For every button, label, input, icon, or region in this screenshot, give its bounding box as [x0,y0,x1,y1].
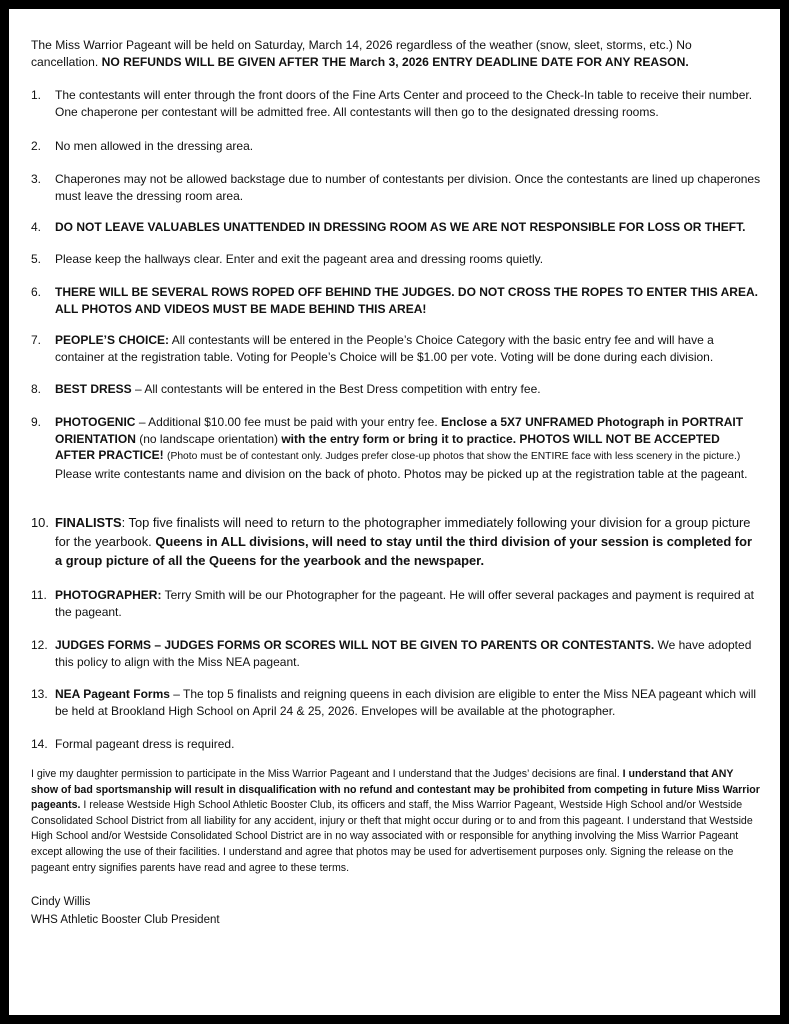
rule-number: 7. [31,333,42,347]
release-paragraph [31,767,761,876]
signature-name: Cindy Willis [31,896,91,908]
rule-item-8 [31,381,761,398]
rule-text: We have adopted this policy to align with the Miss NEA pageant. [55,638,752,669]
rule-bold: PHOTOGRAPHER: [55,588,162,602]
rule-text: Formal pageant dress is required. [55,737,235,751]
rule-number: 3. [31,172,42,186]
rule-number: 8. [31,382,42,396]
rule-bold: BEST DRESS [55,382,132,396]
release-text: I give my daughter permission to participate in the Miss Warrior Pageant and I understand that the Judges’ decisions are final. [31,768,620,780]
rule-number: 2. [31,139,42,153]
rule-number: 14. [31,737,48,751]
rule-number: 1. [31,88,42,102]
rule-bold: DO NOT LEAVE VALUABLES UNATTENDED IN DRESSING ROOM AS WE ARE NOT RESPONSIBLE FOR LOSS OR THEFT. [55,220,746,234]
intro-refund-notice: NO REFUNDS WILL BE GIVEN AFTER THE March 3, 2026 ENTRY DEADLINE DATE FOR ANY REASON. [101,55,689,69]
rule-item-14 [31,736,761,753]
rule-item-7 [31,332,761,365]
rule-item-2 [31,138,761,155]
rule-text: No men allowed in the dressing area. [55,139,254,153]
rule-number: 5. [31,252,42,266]
signature-title: WHS Athletic Booster Club President [31,914,220,926]
release-liability-text: I release Westside High School Athletic Booster Club, its officers and staff, the Miss Warrior Pageant, Westside High School and/or Westside Consolidated School District from all liability for any accident, injury or theft that might occur during or to and from this pageant. I understand that Westside High School and/or Westside Consolidated School District are in no way associated with or responsible for anything involving the Miss Warrior Pageant except allowing the use of their facilities. I understand and agree that photos may be used for advertisement purposes only. Signing the release on the pageant entry signifies parents have read and agree to these terms. [31,799,753,874]
rule-number: 12. [31,638,48,652]
rule-number: 11. [31,588,47,602]
rule-number: 6. [31,285,42,299]
rule-text: Terry Smith will be our Photographer for the pageant. He will offer several packages and payment is required at the pageant. [55,588,755,619]
rule-text: (no landscape orientation) [139,431,278,446]
rule-bold: THERE WILL BE SEVERAL ROWS ROPED OFF BEHIND THE JUDGES. DO NOT CROSS THE ROPES TO ENTER THIS AREA. ALL PHOTOS AND VIDEOS MUST BE MADE BEHIND THIS AREA! [55,285,758,316]
rule-item-10 [31,513,761,570]
rule-bold: Queens in ALL divisions, will need to stay until the third division of your session is completed for a group picture of all the Queens for the yearbook and the newspaper. [55,534,752,568]
rule-text: : Top five finalists will need to return to the photographer immediately following your division for a group picture for the yearbook. [55,515,751,549]
rule-text: – Additional $10.00 fee must be paid with your entry fee. [138,415,438,429]
rule-bold: JUDGES FORMS – JUDGES FORMS OR SCORES WILL NOT BE GIVEN TO PARENTS OR CONTESTANTS. [55,638,655,652]
rule-text: The contestants will enter through the front doors of the Fine Arts Center and proceed to the Check-In table to receive their number. One chaperone per contestant will be admitted free. All contestants will then go to the designated dressing rooms. [55,88,753,119]
rule-bold: Enclose a 5X7 UNFRAMED Photograph in PORTRAIT ORIENTATION [55,415,744,446]
rule-text: Please write contestants name and division on the back of photo. Photos may be picked up at the registration table at the pageant. [55,466,748,481]
rule-item-4 [31,219,761,236]
rule-item-11 [31,587,761,620]
rule-item-6 [31,284,761,317]
rule-number: 4. [31,220,42,234]
rule-bold: NEA Pageant Forms [55,687,170,701]
rule-bold: PHOTOGENIC [55,415,136,429]
rule-text: Please keep the hallways clear. Enter and exit the pageant area and dressing rooms quietly. [55,252,544,266]
rule-item-9 [31,414,761,482]
rule-item-3 [31,171,761,204]
rule-fine-print: (Photo must be of contestant only. Judges prefer close-up photos that show the ENTIRE face with less scenery in the picture.) [167,451,741,462]
rule-number: 13. [31,687,48,701]
rule-number: 10. [31,515,49,530]
rule-text: – The top 5 finalists and reigning queens in each division are eligible to enter the Miss NEA pageant which will be held at Brookland High School on April 24 & 25, 2026. Envelopes will be available at the photographer. [55,687,757,718]
rule-text: Chaperones may not be allowed backstage due to number of contestants per division. Once the contestants are lined up chaperones must leave the dressing room area. [55,172,761,203]
rule-item-1 [31,87,761,120]
rule-number: 9. [31,415,42,429]
rule-text: All contestants will be entered in the People’s Choice Category with the basic entry fee and will have a container at the registration table. Voting for People’s Choice will be $1.00 per vote. Voting will be done during each division. [55,333,714,364]
rule-bold: PEOPLE’S CHOICE: [55,333,170,347]
rule-bold: FINALISTS [55,515,122,530]
rule-text: – All contestants will be entered in the Best Dress competition with entry fee. [135,382,541,396]
document-page [9,9,780,1015]
signature-block [31,893,220,929]
rule-bold: with the entry form or bring it to practice. PHOTOS WILL NOT BE ACCEPTED AFTER PRACTICE! [55,431,720,462]
rule-item-13 [31,686,761,719]
rule-item-5 [31,251,761,268]
release-sportsmanship-notice: I understand that ANY show of bad sportsmanship will result in disqualification with no refund and contestant may be prohibited from competing in future Miss Warrior pageants. [31,768,760,812]
intro-paragraph [31,37,759,71]
intro-text: The Miss Warrior Pageant will be held on Saturday, March 14, 2026 regardless of the weather (snow, sleet, storms, etc.) No cancellation. [31,38,692,69]
rule-item-12 [31,637,761,670]
